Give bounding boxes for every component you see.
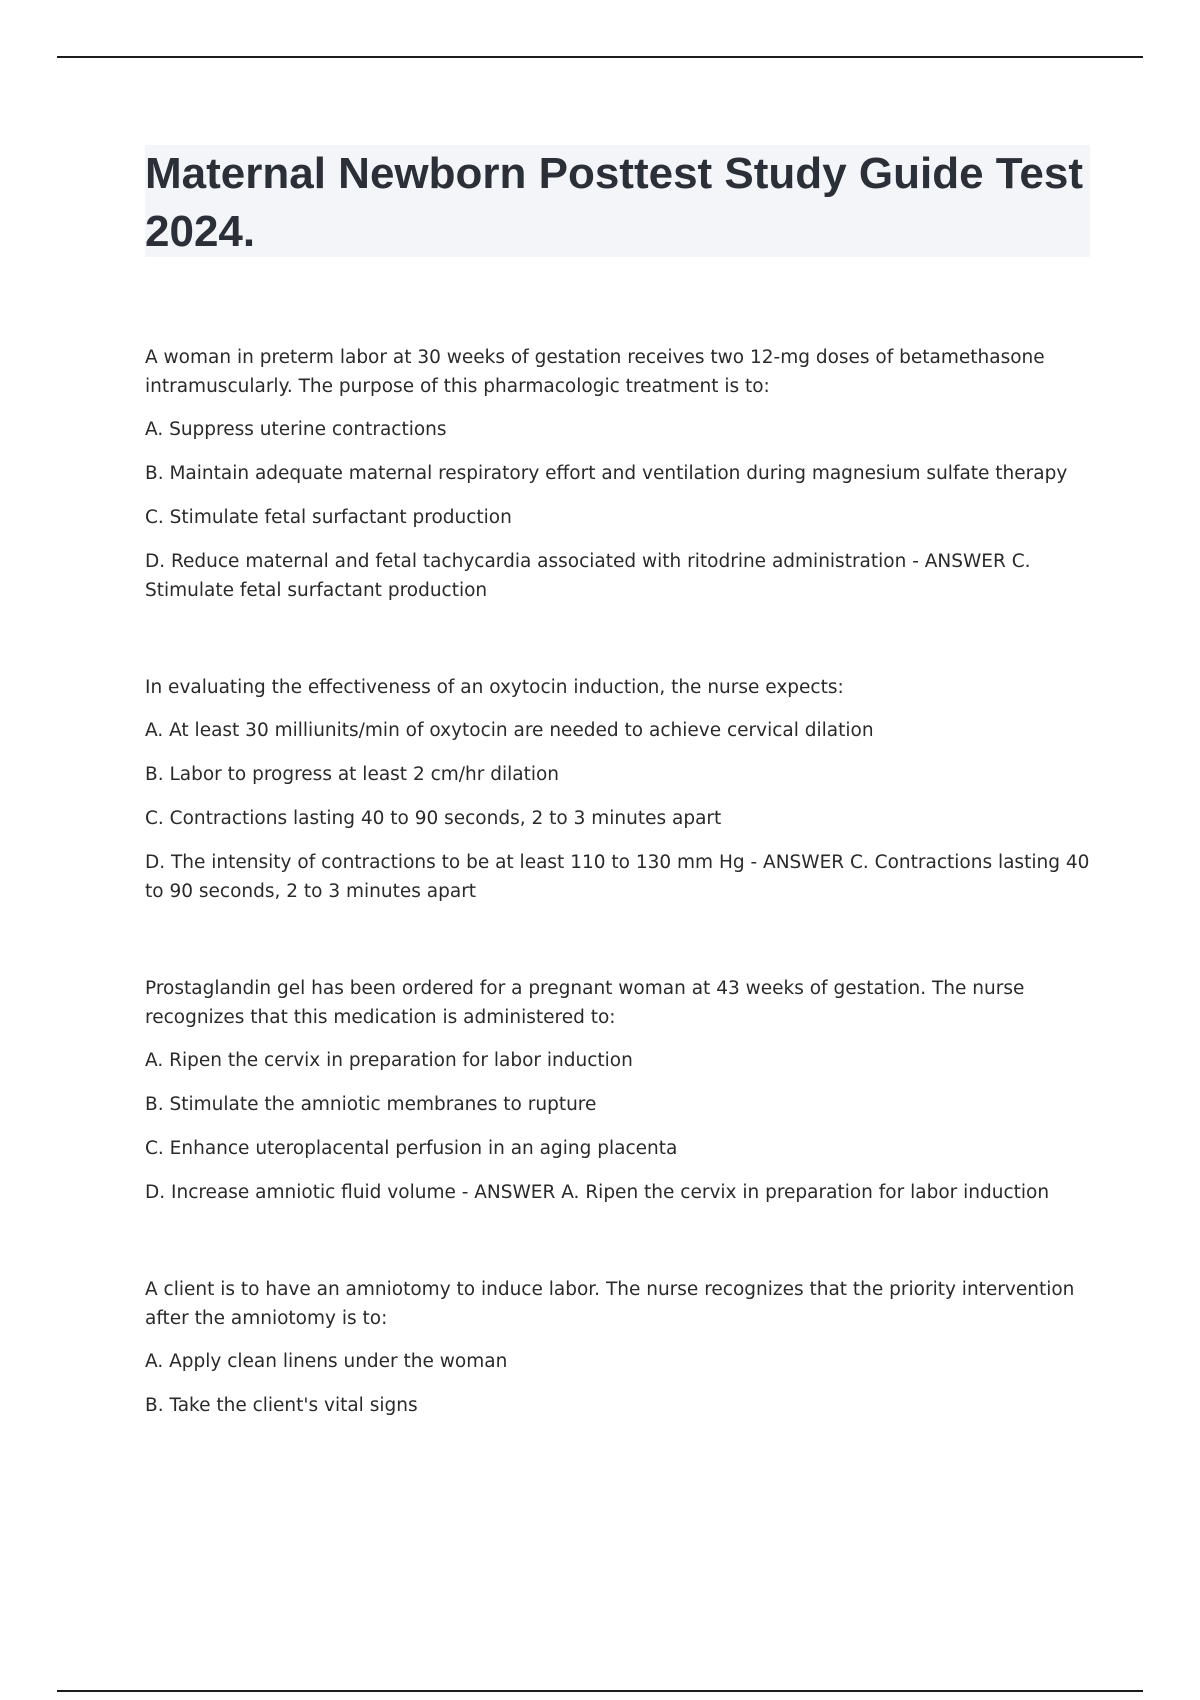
answer-option: C. Enhance uteroplacental perfusion in an aging placenta	[145, 1138, 678, 1159]
question-block	[145, 343, 1090, 605]
top-divider	[57, 56, 1143, 58]
answer-option: D. Increase amniotic fluid volume - ANSWER A. Ripen the cervix in preparation for labor induction	[145, 1182, 1050, 1203]
bottom-divider	[57, 1690, 1143, 1692]
answer-option: B. Stimulate the amniotic membranes to rupture	[145, 1094, 597, 1115]
question-stem: A client is to have an amniotomy to induce labor. The nurse recognizes that the priority intervention after the amniotomy is to:	[145, 1279, 1075, 1329]
question-list	[145, 343, 1090, 1488]
title-banner	[145, 145, 1090, 257]
question-block	[145, 673, 1090, 906]
answer-option: A. At least 30 milliunits/min of oxytocin are needed to achieve cervical dilation	[145, 720, 874, 741]
answer-option: C. Stimulate fetal surfactant production	[145, 507, 512, 528]
page-title: Maternal Newborn Posttest Study Guide Test 2024.	[145, 149, 1083, 256]
question-stem: Prostaglandin gel has been ordered for a pregnant woman at 43 weeks of gestation. The nurse recognizes that this medication is administered to:	[145, 978, 1025, 1028]
question-block	[145, 974, 1090, 1207]
answer-option: A. Suppress uterine contractions	[145, 419, 447, 440]
question-stem: In evaluating the effectiveness of an oxytocin induction, the nurse expects:	[145, 677, 844, 698]
answer-option: B. Maintain adequate maternal respiratory effort and ventilation during magnesium sulfate therapy	[145, 463, 1068, 484]
answer-option: D. The intensity of contractions to be at least 110 to 130 mm Hg - ANSWER C. Contractions lasting 40 to 90 seconds, 2 to 3 minutes apart	[145, 852, 1090, 902]
answer-option: B. Labor to progress at least 2 cm/hr dilation	[145, 764, 560, 785]
answer-option: A. Ripen the cervix in preparation for labor induction	[145, 1050, 633, 1071]
question-stem: A woman in preterm labor at 30 weeks of gestation receives two 12-mg doses of betamethasone intramuscularly. The purpose of this pharmacologic treatment is to:	[145, 347, 1045, 397]
answer-option: C. Contractions lasting 40 to 90 seconds, 2 to 3 minutes apart	[145, 808, 722, 829]
answer-option: A. Apply clean linens under the woman	[145, 1351, 508, 1372]
answer-option: D. Reduce maternal and fetal tachycardia associated with ritodrine administration - ANSWER C. Stimulate fetal surfactant production	[145, 551, 1031, 601]
answer-option: B. Take the client's vital signs	[145, 1395, 418, 1416]
question-block	[145, 1275, 1090, 1420]
